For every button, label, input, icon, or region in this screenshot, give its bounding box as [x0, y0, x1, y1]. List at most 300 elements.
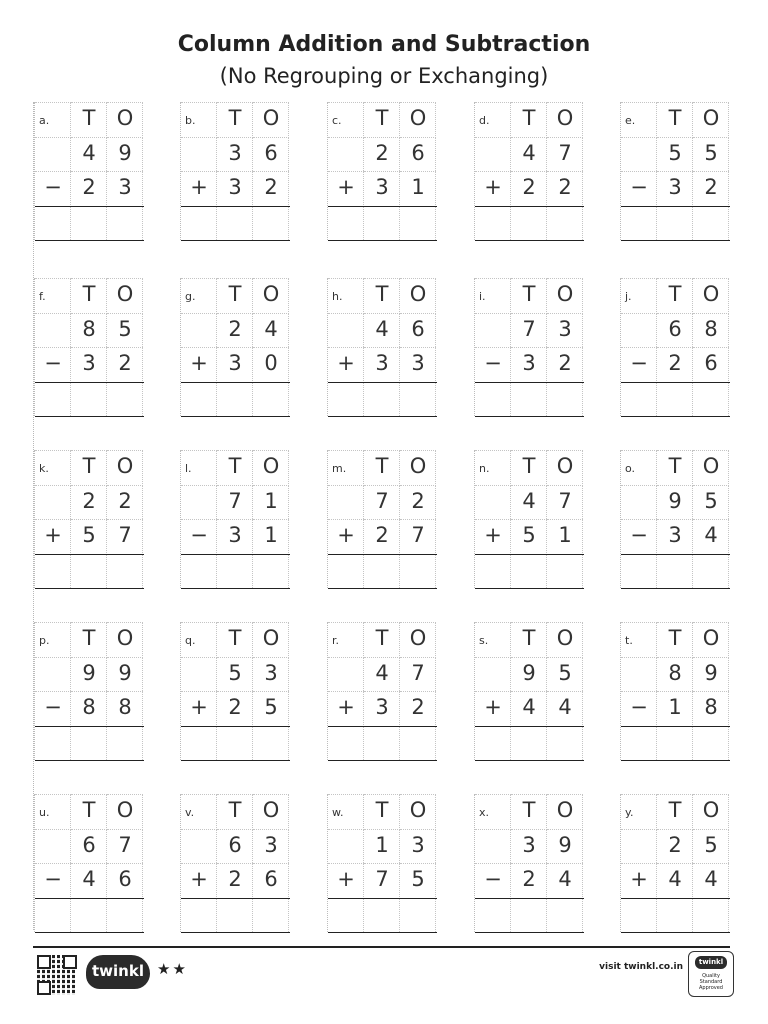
grid-cell	[328, 829, 364, 863]
grid-cell	[328, 657, 364, 691]
tens-header: T	[228, 798, 242, 822]
tens-header: T	[375, 798, 389, 822]
grid-cell	[621, 137, 657, 171]
answer-line-top	[328, 726, 437, 727]
tens-header: T	[375, 106, 389, 130]
answer-line-bottom	[475, 932, 584, 933]
badge-logo-text: twinkl	[695, 956, 727, 969]
answer-line-bottom	[35, 932, 144, 933]
bottom-ones-digit: 2	[558, 351, 572, 375]
grid-cell	[181, 829, 217, 863]
bottom-ones-digit: 1	[264, 523, 278, 547]
grid-cell	[475, 657, 511, 691]
answer-line-top	[35, 554, 144, 555]
tens-header: T	[668, 106, 682, 130]
worksheet-title: Column Addition and Subtraction	[177, 32, 591, 57]
top-ones-digit: 7	[558, 488, 572, 513]
problem-block	[474, 278, 584, 416]
answer-box[interactable]	[181, 728, 290, 760]
bottom-ones-digit: 2	[558, 175, 572, 199]
problem-label: b.	[185, 114, 196, 127]
bottom-tens-digit: 2	[522, 175, 536, 199]
grid-cell	[35, 657, 71, 691]
answer-line-bottom	[181, 932, 290, 933]
top-ones-digit: 6	[264, 140, 278, 165]
bottom-tens-digit: 7	[375, 867, 389, 891]
problem-block	[180, 622, 290, 760]
problem-block	[34, 450, 144, 588]
operator-sign: −	[44, 351, 62, 375]
top-tens-digit: 9	[82, 660, 96, 685]
grid-cell	[621, 485, 657, 519]
grid-cell	[475, 137, 511, 171]
problem-label: f.	[39, 290, 46, 303]
answer-box[interactable]	[475, 556, 584, 588]
difficulty-stars: ★★	[157, 960, 188, 978]
answer-line-bottom	[475, 760, 584, 761]
problem-label: x.	[479, 806, 490, 819]
problem-block	[34, 278, 144, 416]
top-tens-digit: 3	[228, 140, 242, 165]
problem-grid	[33, 102, 731, 930]
twinkl-logo	[86, 955, 150, 989]
operator-sign: −	[630, 523, 648, 547]
top-tens-digit: 2	[82, 488, 96, 513]
top-tens-digit: 8	[668, 660, 682, 685]
bottom-tens-digit: 2	[228, 695, 242, 719]
ones-header: O	[556, 106, 574, 130]
bottom-ones-digit: 4	[558, 867, 572, 891]
problem-label: r.	[332, 634, 340, 647]
operator-sign: +	[337, 175, 355, 199]
answer-line-bottom	[621, 240, 730, 241]
operator-sign: +	[337, 695, 355, 719]
problem-label: j.	[625, 290, 632, 303]
grid-cell	[328, 485, 364, 519]
answer-line-top	[475, 898, 584, 899]
problem-block	[474, 622, 584, 760]
top-tens-digit: 2	[228, 316, 242, 341]
bottom-ones-digit: 2	[118, 351, 132, 375]
operator-sign: +	[337, 351, 355, 375]
bottom-tens-digit: 2	[228, 867, 242, 891]
problem-label: a.	[39, 114, 50, 127]
top-ones-digit: 6	[411, 140, 425, 165]
top-tens-digit: 4	[522, 140, 536, 165]
bottom-tens-digit: 3	[522, 351, 536, 375]
answer-box[interactable]	[35, 556, 144, 588]
bottom-tens-digit: 3	[668, 523, 682, 547]
problem-label: l.	[185, 462, 192, 475]
problem-label: g.	[185, 290, 196, 303]
ones-header: O	[262, 626, 280, 650]
problem-block	[327, 278, 437, 416]
bottom-tens-digit: 3	[375, 695, 389, 719]
operator-sign: +	[337, 523, 355, 547]
answer-line-bottom	[35, 760, 144, 761]
top-ones-digit: 7	[558, 140, 572, 165]
answer-box[interactable]	[328, 728, 437, 760]
top-ones-digit: 5	[704, 488, 718, 513]
bottom-ones-digit: 6	[118, 867, 132, 891]
answer-box[interactable]	[475, 900, 584, 932]
tens-header: T	[82, 626, 96, 650]
problem-label: s.	[479, 634, 489, 647]
answer-line-bottom	[475, 240, 584, 241]
bottom-ones-digit: 8	[118, 695, 132, 719]
problem-block	[474, 794, 584, 932]
top-tens-digit: 4	[375, 660, 389, 685]
top-tens-digit: 5	[668, 140, 682, 165]
top-tens-digit: 9	[668, 488, 682, 513]
ones-header: O	[556, 798, 574, 822]
problem-block	[620, 278, 730, 416]
problem-label: k.	[39, 462, 49, 475]
bottom-tens-digit: 1	[668, 695, 682, 719]
grid-cell	[35, 485, 71, 519]
answer-line-top	[621, 726, 730, 727]
bottom-tens-digit: 4	[668, 867, 682, 891]
answer-line-bottom	[328, 932, 437, 933]
answer-line-top	[621, 206, 730, 207]
answer-line-bottom	[621, 760, 730, 761]
top-tens-digit: 7	[375, 488, 389, 513]
tens-header: T	[668, 454, 682, 478]
top-tens-digit: 2	[375, 140, 389, 165]
tens-header: T	[375, 454, 389, 478]
ones-header: O	[116, 626, 134, 650]
answer-line-top	[328, 382, 437, 383]
problem-block	[474, 102, 584, 240]
ones-header: O	[262, 282, 280, 306]
tens-header: T	[228, 106, 242, 130]
answer-box[interactable]	[35, 384, 144, 416]
answer-box[interactable]	[35, 728, 144, 760]
problem-label: u.	[39, 806, 50, 819]
problem-label: v.	[185, 806, 195, 819]
answer-box[interactable]	[181, 556, 290, 588]
grid-cell	[181, 657, 217, 691]
operator-sign: −	[630, 695, 648, 719]
operator-sign: −	[630, 351, 648, 375]
answer-line-top	[621, 898, 730, 899]
bottom-tens-digit: 2	[522, 867, 536, 891]
top-ones-digit: 3	[558, 316, 572, 341]
answer-box[interactable]	[328, 556, 437, 588]
problem-label: i.	[479, 290, 486, 303]
answer-box[interactable]	[621, 208, 730, 240]
operator-sign: +	[190, 175, 208, 199]
badge-text: Quality Standard Approved	[699, 973, 723, 991]
bottom-tens-digit: 5	[82, 523, 96, 547]
bottom-tens-digit: 3	[82, 351, 96, 375]
bottom-ones-digit: 5	[411, 867, 425, 891]
answer-box[interactable]	[621, 384, 730, 416]
bottom-ones-digit: 4	[704, 523, 718, 547]
grid-cell	[475, 313, 511, 347]
problem-block	[327, 450, 437, 588]
grid-cell	[181, 313, 217, 347]
grid-cell	[475, 829, 511, 863]
problem-label: o.	[625, 462, 636, 475]
answer-line-bottom	[181, 240, 290, 241]
problem-label: t.	[625, 634, 633, 647]
answer-line-top	[181, 382, 290, 383]
ones-header: O	[262, 798, 280, 822]
operator-sign: +	[190, 695, 208, 719]
answer-line-top	[35, 206, 144, 207]
tens-header: T	[522, 454, 536, 478]
problem-label: p.	[39, 634, 50, 647]
problem-block	[474, 450, 584, 588]
answer-line-top	[475, 382, 584, 383]
answer-line-top	[621, 554, 730, 555]
operator-sign: −	[44, 175, 62, 199]
grid-cell	[181, 137, 217, 171]
problem-label: q.	[185, 634, 196, 647]
operator-sign: −	[190, 523, 208, 547]
answer-box[interactable]	[181, 900, 290, 932]
problem-block	[180, 450, 290, 588]
answer-line-bottom	[475, 416, 584, 417]
answer-line-top	[35, 726, 144, 727]
ones-header: O	[702, 798, 720, 822]
top-tens-digit: 7	[228, 488, 242, 513]
operator-sign: +	[484, 523, 502, 547]
top-ones-digit: 9	[704, 660, 718, 685]
operator-sign: +	[630, 867, 648, 891]
tens-header: T	[522, 798, 536, 822]
ones-header: O	[556, 626, 574, 650]
bottom-ones-digit: 2	[264, 175, 278, 199]
top-ones-digit: 3	[264, 832, 278, 857]
bottom-tens-digit: 4	[522, 695, 536, 719]
bottom-tens-digit: 3	[228, 175, 242, 199]
answer-line-top	[181, 554, 290, 555]
logo-text: twinkl	[92, 962, 144, 980]
answer-line-top	[475, 554, 584, 555]
ones-header: O	[409, 626, 427, 650]
answer-box[interactable]	[328, 384, 437, 416]
grid-cell	[621, 657, 657, 691]
top-ones-digit: 9	[118, 140, 132, 165]
tens-header: T	[82, 106, 96, 130]
answer-line-bottom	[35, 240, 144, 241]
operator-sign: +	[484, 695, 502, 719]
top-ones-digit: 5	[704, 140, 718, 165]
problem-block	[620, 450, 730, 588]
top-tens-digit: 9	[522, 660, 536, 685]
grid-cell	[621, 313, 657, 347]
top-ones-digit: 5	[704, 832, 718, 857]
problem-block	[620, 622, 730, 760]
problem-block	[180, 794, 290, 932]
top-tens-digit: 1	[375, 832, 389, 857]
problem-block	[327, 622, 437, 760]
problem-block	[34, 102, 144, 240]
operator-sign: −	[484, 867, 502, 891]
grid-cell	[35, 829, 71, 863]
answer-box[interactable]	[181, 208, 290, 240]
bottom-ones-digit: 4	[704, 867, 718, 891]
problem-block	[34, 794, 144, 932]
operator-sign: −	[484, 351, 502, 375]
top-tens-digit: 7	[522, 316, 536, 341]
top-tens-digit: 4	[522, 488, 536, 513]
answer-box[interactable]	[328, 208, 437, 240]
tens-header: T	[668, 798, 682, 822]
problem-block	[327, 102, 437, 240]
answer-line-bottom	[621, 588, 730, 589]
tens-header: T	[375, 626, 389, 650]
ones-header: O	[116, 282, 134, 306]
bottom-tens-digit: 3	[668, 175, 682, 199]
bottom-ones-digit: 1	[411, 175, 425, 199]
answer-line-top	[181, 898, 290, 899]
top-ones-digit: 8	[704, 316, 718, 341]
answer-line-top	[621, 382, 730, 383]
top-ones-digit: 3	[411, 832, 425, 857]
operator-sign: −	[44, 695, 62, 719]
ones-header: O	[702, 282, 720, 306]
operator-sign: +	[190, 867, 208, 891]
tens-header: T	[82, 798, 96, 822]
answer-line-bottom	[475, 588, 584, 589]
top-tens-digit: 6	[228, 832, 242, 857]
problem-label: e.	[625, 114, 636, 127]
answer-line-top	[328, 554, 437, 555]
answer-line-top	[35, 382, 144, 383]
problem-label: m.	[332, 462, 347, 475]
ones-header: O	[116, 798, 134, 822]
ones-header: O	[409, 106, 427, 130]
operator-sign: −	[44, 867, 62, 891]
problem-block	[34, 622, 144, 760]
bottom-ones-digit: 3	[411, 351, 425, 375]
top-ones-digit: 5	[558, 660, 572, 685]
quality-badge-icon	[688, 951, 734, 997]
grid-cell	[621, 829, 657, 863]
tens-header: T	[228, 282, 242, 306]
bottom-tens-digit: 2	[82, 175, 96, 199]
problem-block	[180, 278, 290, 416]
answer-line-top	[181, 206, 290, 207]
operator-sign: +	[484, 175, 502, 199]
answer-line-top	[475, 726, 584, 727]
top-ones-digit: 6	[411, 316, 425, 341]
answer-box[interactable]	[328, 900, 437, 932]
answer-box[interactable]	[181, 384, 290, 416]
bottom-ones-digit: 3	[118, 175, 132, 199]
answer-box[interactable]	[35, 900, 144, 932]
ones-header: O	[262, 454, 280, 478]
bottom-tens-digit: 8	[82, 695, 96, 719]
problem-block	[327, 794, 437, 932]
grid-cell	[181, 485, 217, 519]
answer-line-top	[35, 898, 144, 899]
top-ones-digit: 7	[118, 832, 132, 857]
tens-header: T	[228, 626, 242, 650]
bottom-ones-digit: 1	[558, 523, 572, 547]
answer-box[interactable]	[621, 900, 730, 932]
answer-line-bottom	[621, 932, 730, 933]
problem-label: c.	[332, 114, 342, 127]
answer-box[interactable]	[621, 728, 730, 760]
bottom-ones-digit: 6	[264, 867, 278, 891]
answer-line-top	[328, 206, 437, 207]
problem-block	[620, 794, 730, 932]
top-ones-digit: 2	[411, 488, 425, 513]
top-ones-digit: 9	[118, 660, 132, 685]
top-tens-digit: 8	[82, 316, 96, 341]
qr-code-icon	[37, 955, 77, 995]
tens-header: T	[228, 454, 242, 478]
problem-label: w.	[332, 806, 344, 819]
ones-header: O	[702, 454, 720, 478]
top-ones-digit: 3	[264, 660, 278, 685]
answer-line-bottom	[35, 588, 144, 589]
answer-box[interactable]	[35, 208, 144, 240]
ones-header: O	[116, 106, 134, 130]
answer-line-bottom	[181, 760, 290, 761]
top-tens-digit: 5	[228, 660, 242, 685]
ones-header: O	[556, 454, 574, 478]
answer-box[interactable]	[621, 556, 730, 588]
bottom-ones-digit: 6	[704, 351, 718, 375]
answer-line-bottom	[35, 416, 144, 417]
bottom-tens-digit: 2	[668, 351, 682, 375]
problem-label: y.	[625, 806, 634, 819]
answer-box[interactable]	[475, 384, 584, 416]
bottom-ones-digit: 8	[704, 695, 718, 719]
bottom-tens-digit: 3	[375, 175, 389, 199]
answer-box[interactable]	[475, 728, 584, 760]
top-tens-digit: 4	[375, 316, 389, 341]
problem-block	[620, 102, 730, 240]
ones-header: O	[409, 798, 427, 822]
operator-sign: −	[630, 175, 648, 199]
answer-box[interactable]	[475, 208, 584, 240]
bottom-tens-digit: 3	[228, 523, 242, 547]
bottom-ones-digit: 7	[118, 523, 132, 547]
top-tens-digit: 2	[668, 832, 682, 857]
worksheet-subtitle: (No Regrouping or Exchanging)	[219, 64, 549, 88]
grid-cell	[475, 485, 511, 519]
top-tens-digit: 6	[668, 316, 682, 341]
grid-cell	[328, 137, 364, 171]
problem-block	[180, 102, 290, 240]
answer-line-bottom	[181, 588, 290, 589]
top-ones-digit: 2	[118, 488, 132, 513]
answer-line-bottom	[621, 416, 730, 417]
operator-sign: +	[190, 351, 208, 375]
tens-header: T	[82, 454, 96, 478]
top-ones-digit: 7	[411, 660, 425, 685]
bottom-ones-digit: 2	[704, 175, 718, 199]
visit-link[interactable]: visit twinkl.co.in	[599, 962, 683, 972]
ones-header: O	[116, 454, 134, 478]
ones-header: O	[702, 106, 720, 130]
tens-header: T	[522, 282, 536, 306]
grid-cell	[328, 313, 364, 347]
top-ones-digit: 1	[264, 488, 278, 513]
tens-header: T	[82, 282, 96, 306]
tens-header: T	[375, 282, 389, 306]
ones-header: O	[262, 106, 280, 130]
tens-header: T	[668, 282, 682, 306]
answer-line-bottom	[328, 240, 437, 241]
grid-cell	[35, 137, 71, 171]
